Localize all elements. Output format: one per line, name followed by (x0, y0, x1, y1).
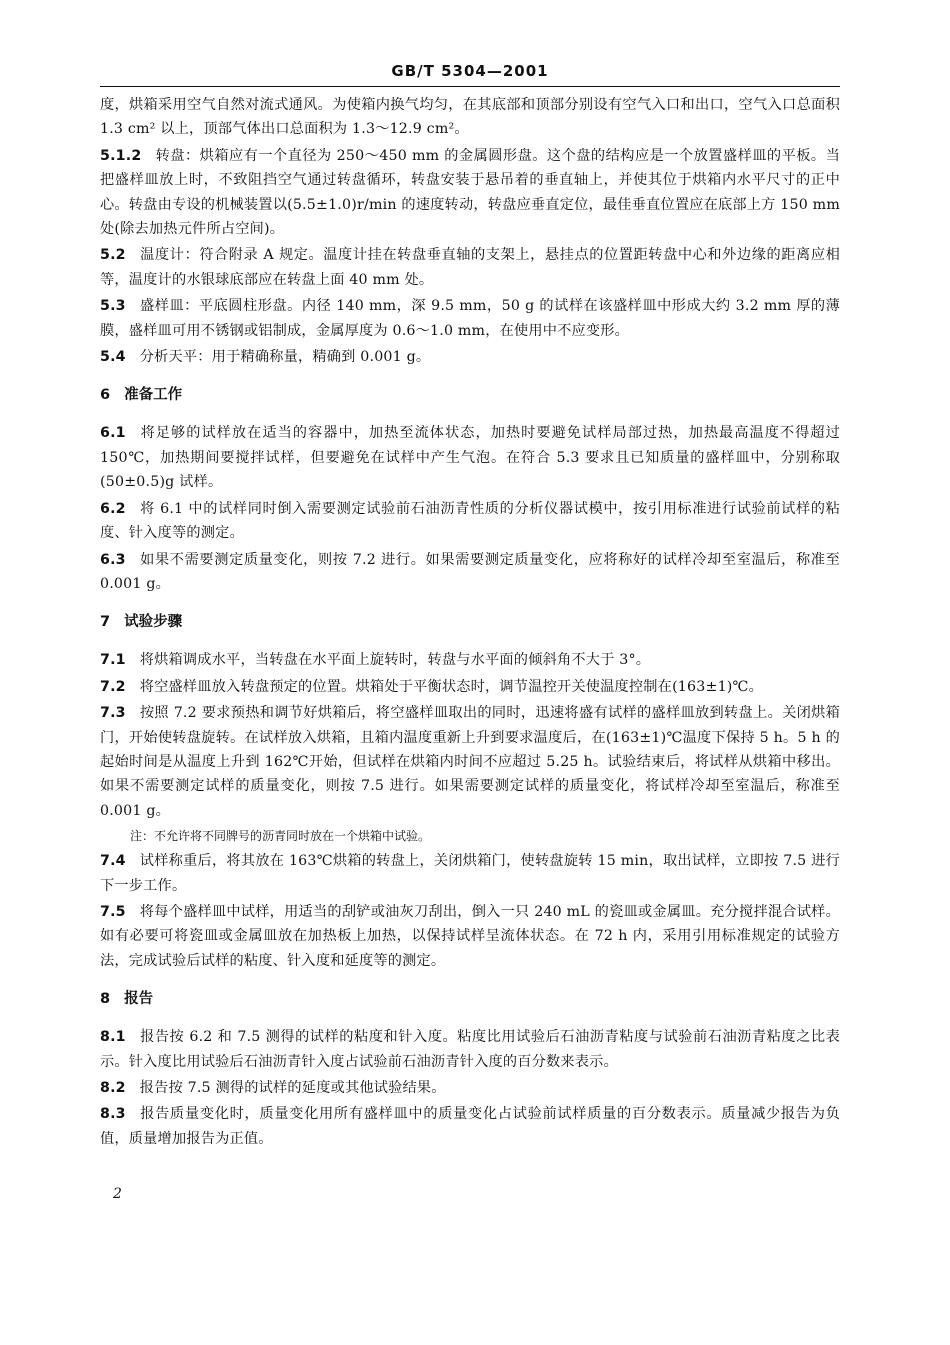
section-title: 报告 (124, 991, 154, 1008)
clause-8-2 (100, 1076, 840, 1100)
section-6-heading (100, 383, 840, 407)
clause-number: 6.2 (100, 500, 126, 517)
clause-number: 5.2 (100, 247, 126, 264)
clause-text: 按照 7.2 要求预热和调节好烘箱后，将空盛样皿取出的同时，迅速将盛有试样的盛样皿放到转盘上。关闭烘箱门，开始使转盘旋转。在试样放入烘箱，且箱内温度重新上升到要求温度后，在(163±1)℃温度下保持 5 h。5 h 的起始时间是从温度上升到 162℃开始，但试样在烘箱内时间不应超过 5.25 h。试验结束后，将试样从烘箱中移出。如果不需要测定试样的质量变化，则按 7.5 进行。如果需要测定试样的质量变化，将试样冷却至室温后，称准至 0.001 g。 (100, 705, 840, 819)
page-number: 2 (113, 1186, 122, 1202)
clause-6-2 (100, 497, 840, 546)
clause-number: 7.5 (100, 903, 126, 920)
section-number: 6 (100, 387, 111, 404)
clause-number: 7.1 (100, 652, 126, 669)
clause-number: 6.1 (100, 425, 126, 442)
clause-number: 7.2 (100, 678, 126, 695)
clause-text: 报告按 7.5 测得的试样的延度或其他试验结果。 (139, 1080, 446, 1096)
clause-5-3 (100, 294, 840, 343)
clause-number: 7.3 (100, 705, 126, 722)
standard-code-header: GB/T 5304—2001 (391, 62, 549, 80)
header-divider (100, 86, 840, 87)
clause-number: 5.4 (100, 349, 126, 366)
clause-number: 5.1.2 (100, 147, 142, 164)
clause-7-3 (100, 701, 840, 823)
section-8-heading (100, 987, 840, 1011)
paragraph-text: 度，烘箱采用空气自然对流式通风。为使箱内换气均匀，在其底部和顶部分别设有空气入口和出口，空气入口总面积 1.3 cm² 以上，顶部气体出口总面积为 1.3～12.9 cm²。 (100, 97, 840, 138)
clause-text: 如果不需要测定质量变化，则按 7.2 进行。如果需要测定质量变化，应将称好的试样冷却至室温后，称准至 0.001 g。 (100, 551, 840, 592)
section-number: 8 (100, 991, 111, 1008)
clause-8-3 (100, 1102, 840, 1151)
section-7-heading (100, 610, 840, 634)
clause-text: 将足够的试样放在适当的容器中，加热至流体状态，加热时要避免试样局部过热，加热最高温度不得超过 150℃，加热期间要搅拌试样，但要避免在试样中产生气泡。在符合 5.3 要求且已知质量的盛样皿中，分别称取(50±0.5)g 试样。 (100, 425, 840, 491)
clause-7-1 (100, 648, 840, 672)
clause-5-1-2 (100, 144, 840, 242)
clause-number: 8.2 (100, 1080, 126, 1096)
clause-text: 将每个盛样皿中试样，用适当的刮铲或油灰刀刮出，倒入一只 240 mL 的瓷皿或金属皿。充分搅拌混合试样。如有必要可将瓷皿或金属皿放在加热板上加热，以保持试样呈流体状态。在 72 h 内，采用引用标准规定的试验方法，完成试验后试样的粘度、针入度和延度等的测定。 (100, 903, 840, 969)
clause-text: 报告质量变化时，质量变化用所有盛样皿中的质量变化占试验前试样质量的百分数表示。质量减少报告为负值，质量增加报告为正值。 (100, 1106, 840, 1147)
section-title: 准备工作 (124, 387, 183, 404)
clause-text: 将烘箱调成水平，当转盘在水平面上旋转时，转盘与水平面的倾斜角不大于 3°。 (139, 652, 651, 669)
clause-text: 将 6.1 中的试样同时倒入需要测定试验前石油沥青性质的分析仪器试模中，按引用标准进行试验前试样的粘度、针入度等的测定。 (100, 500, 840, 542)
clause-8-1 (100, 1025, 840, 1074)
document-page (100, 58, 840, 1153)
clause-number: 8.3 (100, 1106, 126, 1123)
clause-6-1 (100, 421, 840, 494)
clause-text: 盛样皿：平底圆柱形盘。内径 140 mm，深 9.5 mm，50 g 的试样在该盛样皿中形成大约 3.2 mm 厚的薄膜，盛样皿可用不锈钢或铝制成，金属厚度为 0.6～1.0 mm，在使用中不应变形。 (100, 298, 840, 339)
clause-text: 将空盛样皿放入转盘预定的位置。烘箱处于平衡状态时，调节温控开关使温度控制在(163±1)℃。 (139, 678, 763, 695)
clause-5-4 (100, 345, 840, 369)
clause-7-5 (100, 900, 840, 973)
clause-text: 试样称重后，将其放在 163℃烘箱的转盘上，关闭烘箱门，使转盘旋转 15 min，取出试样，立即按 7.5 进行下一步工作。 (100, 853, 840, 894)
clause-text: 报告按 6.2 和 7.5 测得的试样的粘度和针入度。粘度比用试验后石油沥青粘度与试验前石油沥青粘度之比表示。针入度比用试验后石油沥青针入度占试验前石油沥青针入度的百分数来表示。 (100, 1029, 840, 1070)
note-7-3: 注：不允许将不同牌号的沥青同时放在一个烘箱中试验。 (130, 829, 431, 844)
clause-text: 分析天平：用于精确称量，精确到 0.001 g。 (139, 349, 431, 366)
clause-text: 转盘：烘箱应有一个直径为 250～450 mm 的金属圆形盘。这个盘的结构应是一个放置盛样皿的平板。当把盛样皿放上时，不致阻挡空气通过转盘循环，转盘安装于悬吊着的垂直轴上，并使其位于烘箱内水平尺寸的正中心。转盘由专设的机械装置以(5.5±1.0)r/min 的速度转动，转盘应垂直定位，最佳垂直位置应在底部上方 150 mm 处(除去加热元件所占空间)。 (100, 147, 840, 238)
clause-number: 8.1 (100, 1029, 126, 1046)
paragraph-5-1-1-continued (100, 93, 840, 142)
section-title: 试验步骤 (124, 614, 183, 631)
section-number: 7 (100, 614, 111, 631)
clause-number: 5.3 (100, 298, 126, 315)
clause-text: 温度计：符合附录 A 规定。温度计挂在转盘垂直轴的支架上，悬挂点的位置距转盘中心和外边缘的距离应相等，温度计的水银球底部应在转盘上面 40 mm 处。 (100, 247, 840, 288)
clause-number: 6.3 (100, 551, 126, 568)
clause-number: 7.4 (100, 853, 126, 870)
clause-7-2 (100, 675, 840, 699)
clause-7-4 (100, 849, 840, 898)
clause-6-3 (100, 548, 840, 597)
clause-5-2 (100, 243, 840, 292)
